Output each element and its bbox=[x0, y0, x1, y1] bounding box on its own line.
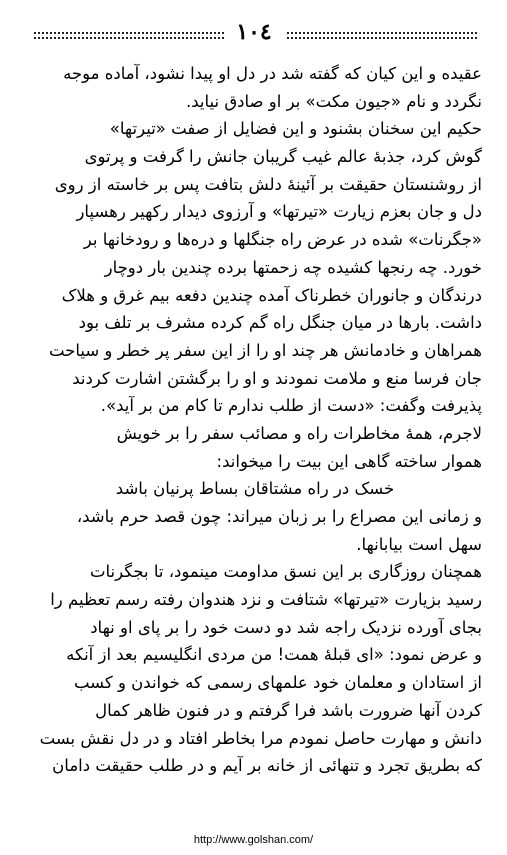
text-line: و زمانی این مصراع را بر زبان میراند: چون قصد حرم باشد، bbox=[76, 507, 482, 526]
text-line: همچنان روزگاری بر این نسق مداومت مینمود، تا بجگرنات bbox=[89, 562, 482, 582]
text-line: از روشنستان حقیقت بر آئینهٔ دلش بتافت پس بر خاسته از روی bbox=[54, 174, 482, 194]
text-line: کردن آنها ضرورت باشد فرا گرفتم و در فنون ظاهر کمال bbox=[95, 700, 482, 720]
text-line: «جگرنات» شده در عرض راه جنگلها و دره‌ها و رودخانها بر bbox=[83, 230, 482, 250]
text-line: حکیم این سخنان بشنود و این فضایل از صفت «تیرتها» bbox=[109, 119, 482, 139]
text-line: هموار ساخته گاهی این بیت را میخواند: bbox=[216, 451, 482, 471]
text-line: پذیرفت وگفت: «دست از طلب ندارم تا کام من بر آید». bbox=[100, 396, 482, 416]
verse-line: خسک در راه مشتاقان بساط پرنیان باشد bbox=[115, 479, 395, 499]
text-line: نگردد و نام «جیون مکت» بر او صادق نیاید. bbox=[186, 91, 482, 111]
text-line: درندگان و جانوران خطرناک آمده چندین دفعه بیم غرق و هلاک bbox=[61, 285, 482, 305]
text-line: عقیده و این کیان که گفته شد در دل او پیدا نشود، آماده موجه bbox=[63, 64, 482, 83]
text-line: از استادان و معلمان خود علمهای رسمی که خواندن و کسب bbox=[73, 673, 482, 693]
text-line: داشت. بارها در میان جنگل راه گم کرده مشرف بر تلف بود bbox=[78, 313, 482, 333]
text-line: جان فرسا منع و ملامت نمودند و او را بر‌گشتن اشارت کردند bbox=[72, 368, 482, 388]
text-line: همراهان و خادمانش هر چند او را از این سفر پر خطر و سیاحت bbox=[48, 340, 482, 360]
text-line: دانش و مهارت حاصل نمودم مرا بخاطر افتاد و در دل نقش بست bbox=[39, 728, 482, 748]
footer-url: http://www.golshan.com/ bbox=[193, 834, 314, 846]
text-line: که بطریق تجرد و تنهائی از خانه بر آیم و در طلب حقیقت دامان bbox=[52, 756, 482, 776]
text-line: دل و جان بعزم زیارت «تیرتها» و آرزوی دیدار رکهیر رهسپار bbox=[76, 202, 482, 222]
header-ornament-right bbox=[287, 32, 477, 39]
text-line: لاجرم، همهٔ مخاطرات راه و مصائب سفر را بر خویش bbox=[116, 423, 482, 443]
text-line: رسید بزیارت «تیرتها» شتافت و نزد هندوان رفته رسم تعظیم را bbox=[50, 590, 482, 610]
text-line: خورد. چه رنجها کشیده چه زحمتها برده چندین بار دوچار bbox=[104, 257, 482, 277]
text-line: بجای آورده نزدیک راجه شد دو دست خود را بر پای او نهاد bbox=[90, 617, 482, 637]
header-ornament-left bbox=[34, 32, 224, 39]
text-line: و عرض نمود: «ای قبلهٔ همت! من مردی انگلیسیم بعد از آنکه bbox=[66, 645, 482, 665]
page-header bbox=[34, 20, 477, 44]
text-line: سهل است بیابانها. bbox=[356, 534, 482, 554]
page-number: ١٠٤ bbox=[236, 19, 272, 45]
body-text bbox=[28, 60, 482, 780]
text-line: گوش کرد، جذبهٔ عالم غیب گریبان جانش را گرفت و پرتوی bbox=[84, 147, 482, 167]
